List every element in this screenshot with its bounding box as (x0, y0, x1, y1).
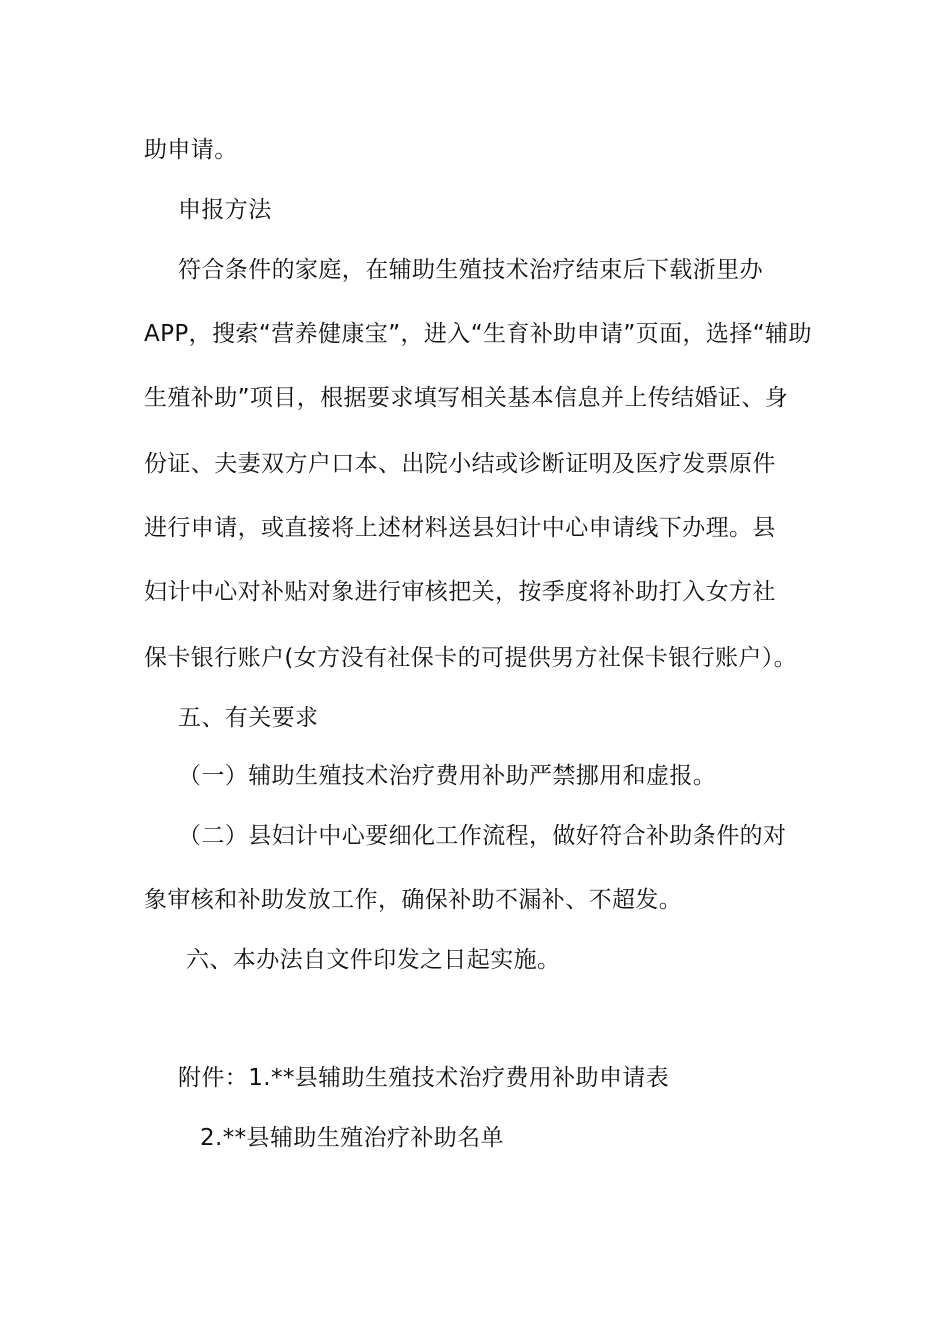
requirement-item-1: （一）辅助生殖技术治疗费用补助严禁挪用和虚报。 (178, 763, 717, 789)
text-line-method-6: 妇计中心对补贴对象进行审核把关，按季度将补助打入女方社 (144, 579, 776, 605)
text-line-method-5: 进行申请，或直接将上述材料送县妇计中心申请线下办理。县 (144, 515, 776, 541)
section-heading-requirements: 五、有关要求 (178, 705, 319, 731)
text-line-application-end: 助申请。 (144, 137, 238, 163)
text-line-method-1: 符合条件的家庭，在辅助生殖技术治疗结束后下载浙里办 (178, 257, 763, 283)
text-line-method-4: 份证、夫妻双方户口本、出院小结或诊断证明及医疗发票原件 (144, 451, 776, 477)
attachment-line-1: 附件：1.**县辅助生殖技术治疗费用补助申请表 (178, 1065, 670, 1091)
text-line-method-7: 保卡银行账户(女方没有社保卡的可提供男方社保卡银行账户）。 (144, 645, 798, 671)
section-heading-method: 申报方法 (178, 197, 272, 223)
section-heading-effective: 六、本办法自文件印发之日起实施。 (186, 947, 561, 973)
text-line-method-3: 生殖补助”项目，根据要求填写相关基本信息并上传结婚证、身 (144, 385, 789, 411)
requirement-item-2-line-2: 象审核和补助发放工作，确保补助不漏补、不超发。 (144, 887, 683, 913)
attachment-line-2: 2.**县辅助生殖治疗补助名单 (200, 1125, 504, 1151)
text-line-method-2: APP，搜索“营养健康宝”，进入“生育补助申请”页面，选择“辅助 (144, 321, 812, 347)
requirement-item-2-line-1: （二）县妇计中心要细化工作流程，做好符合补助条件的对 (178, 823, 787, 849)
